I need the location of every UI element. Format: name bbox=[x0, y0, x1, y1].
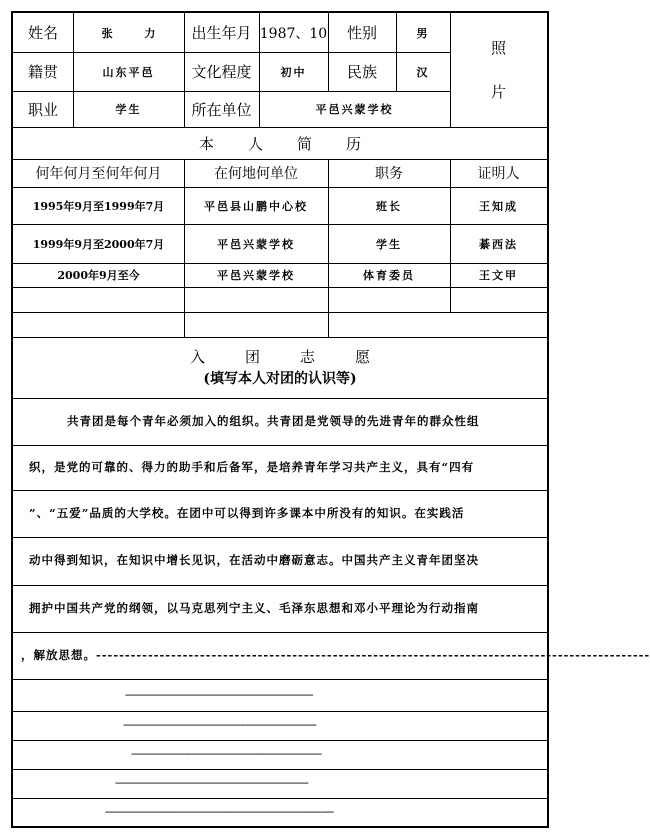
resume-row-1-period: 1995年9月至1999年7月 bbox=[32, 199, 165, 213]
application-subtitle: (填写本人对团的认识等) bbox=[203, 371, 357, 387]
essay-line-5: 拥护中国共产党的纲领，以马克思列宁主义、毛泽东思想和邓小平理论为行动指南 bbox=[29, 601, 479, 615]
gender-label: 性别 bbox=[346, 24, 377, 42]
birth-label: 出生年月 bbox=[191, 24, 252, 42]
occupation-value: 学生 bbox=[115, 103, 142, 116]
resume-row-2-witness: 綦西法 bbox=[479, 237, 518, 251]
fill-dash-line: --------------------------------------------------------------------- bbox=[125, 688, 313, 701]
essay-line-2: 织，是党的可靠的、得力的助手和后备军，是培养青年学习共产主义，具有“四有 bbox=[29, 460, 475, 474]
essay-line-1: 共青团是每个青年必须加入的组织。共青团是党领导的先进青年的群众性组 bbox=[67, 414, 480, 428]
resume-row-3-position: 体育委员 bbox=[363, 269, 415, 282]
origin-value: 山东平邑 bbox=[102, 65, 155, 79]
resume-header-period: 何年何月至何年何月 bbox=[35, 166, 162, 182]
origin-label: 籍贯 bbox=[27, 63, 58, 81]
rule bbox=[13, 398, 547, 399]
rule bbox=[13, 632, 547, 633]
rule bbox=[13, 287, 547, 288]
rule bbox=[13, 445, 547, 446]
essay-line-3: ”、“五爱”品质的大学校。在团中可以得到许多课本中所没有的知识。在实践活 bbox=[29, 506, 465, 520]
rule bbox=[13, 740, 547, 741]
birth-value: 1987、10 bbox=[259, 25, 328, 42]
fill-dash-line: ------------------------------------------------------------------------------------ bbox=[105, 805, 334, 818]
rule bbox=[13, 337, 547, 338]
rule bbox=[13, 711, 547, 712]
name-value: 张 力 bbox=[101, 26, 170, 40]
resume-row-3-period: 2000年9月至今 bbox=[57, 269, 140, 282]
rule bbox=[13, 585, 547, 586]
resume-title: 本人简历 bbox=[198, 134, 395, 153]
resume-row-3-unit: 平邑兴蒙学校 bbox=[217, 269, 295, 282]
fill-dash-line: ----------------------------------------------------------------------- bbox=[115, 776, 308, 789]
photo-label-top: 照 bbox=[490, 38, 506, 57]
rule bbox=[13, 798, 547, 799]
ethnicity-label: 民族 bbox=[346, 63, 377, 81]
resume-row-2-position: 学生 bbox=[376, 237, 402, 251]
resume-row-2-unit: 平邑兴蒙学校 bbox=[217, 237, 295, 251]
resume-row-1-unit: 平邑县山鹏中心校 bbox=[204, 199, 308, 213]
resume-header-witness: 证明人 bbox=[477, 166, 520, 182]
rule bbox=[13, 679, 547, 680]
resume-row-3-witness: 王文甲 bbox=[479, 269, 518, 282]
fill-dash-line: ----------------------------------------------------------------------- bbox=[123, 718, 316, 731]
gender-value: 男 bbox=[416, 26, 430, 40]
resume-header-unit: 在何地何单位 bbox=[214, 166, 298, 182]
registration-form bbox=[11, 11, 650, 828]
unit-value: 平邑兴蒙学校 bbox=[315, 103, 394, 116]
education-value: 初中 bbox=[280, 65, 307, 79]
rule bbox=[450, 13, 451, 127]
essay-line-6: ，解放思想。------------------------------------------------------------------------------------------------ bbox=[21, 648, 650, 662]
resume-row-1-position: 班长 bbox=[376, 199, 402, 213]
education-label: 文化程度 bbox=[191, 63, 252, 81]
unit-label: 所在单位 bbox=[191, 100, 252, 119]
rule bbox=[13, 490, 547, 491]
rule bbox=[13, 537, 547, 538]
application-title: 入团志愿 bbox=[189, 347, 410, 366]
essay-line-4: 动中得到知识，在知识中增长见识，在活动中磨砺意志。中国共产主义青年团坚决 bbox=[29, 553, 479, 567]
photo-label-bottom: 片 bbox=[490, 82, 506, 101]
resume-row-2-period: 1999年9月至2000年7月 bbox=[32, 237, 165, 251]
name-label: 姓名 bbox=[27, 24, 58, 42]
ethnicity-value: 汉 bbox=[416, 65, 430, 79]
occupation-label: 职业 bbox=[27, 100, 58, 119]
resume-header-position: 职务 bbox=[375, 166, 403, 182]
resume-row-1-witness: 王知成 bbox=[479, 199, 518, 213]
rule bbox=[13, 312, 547, 313]
rule bbox=[13, 769, 547, 770]
fill-dash-line: ---------------------------------------------------------------------- bbox=[131, 747, 322, 760]
